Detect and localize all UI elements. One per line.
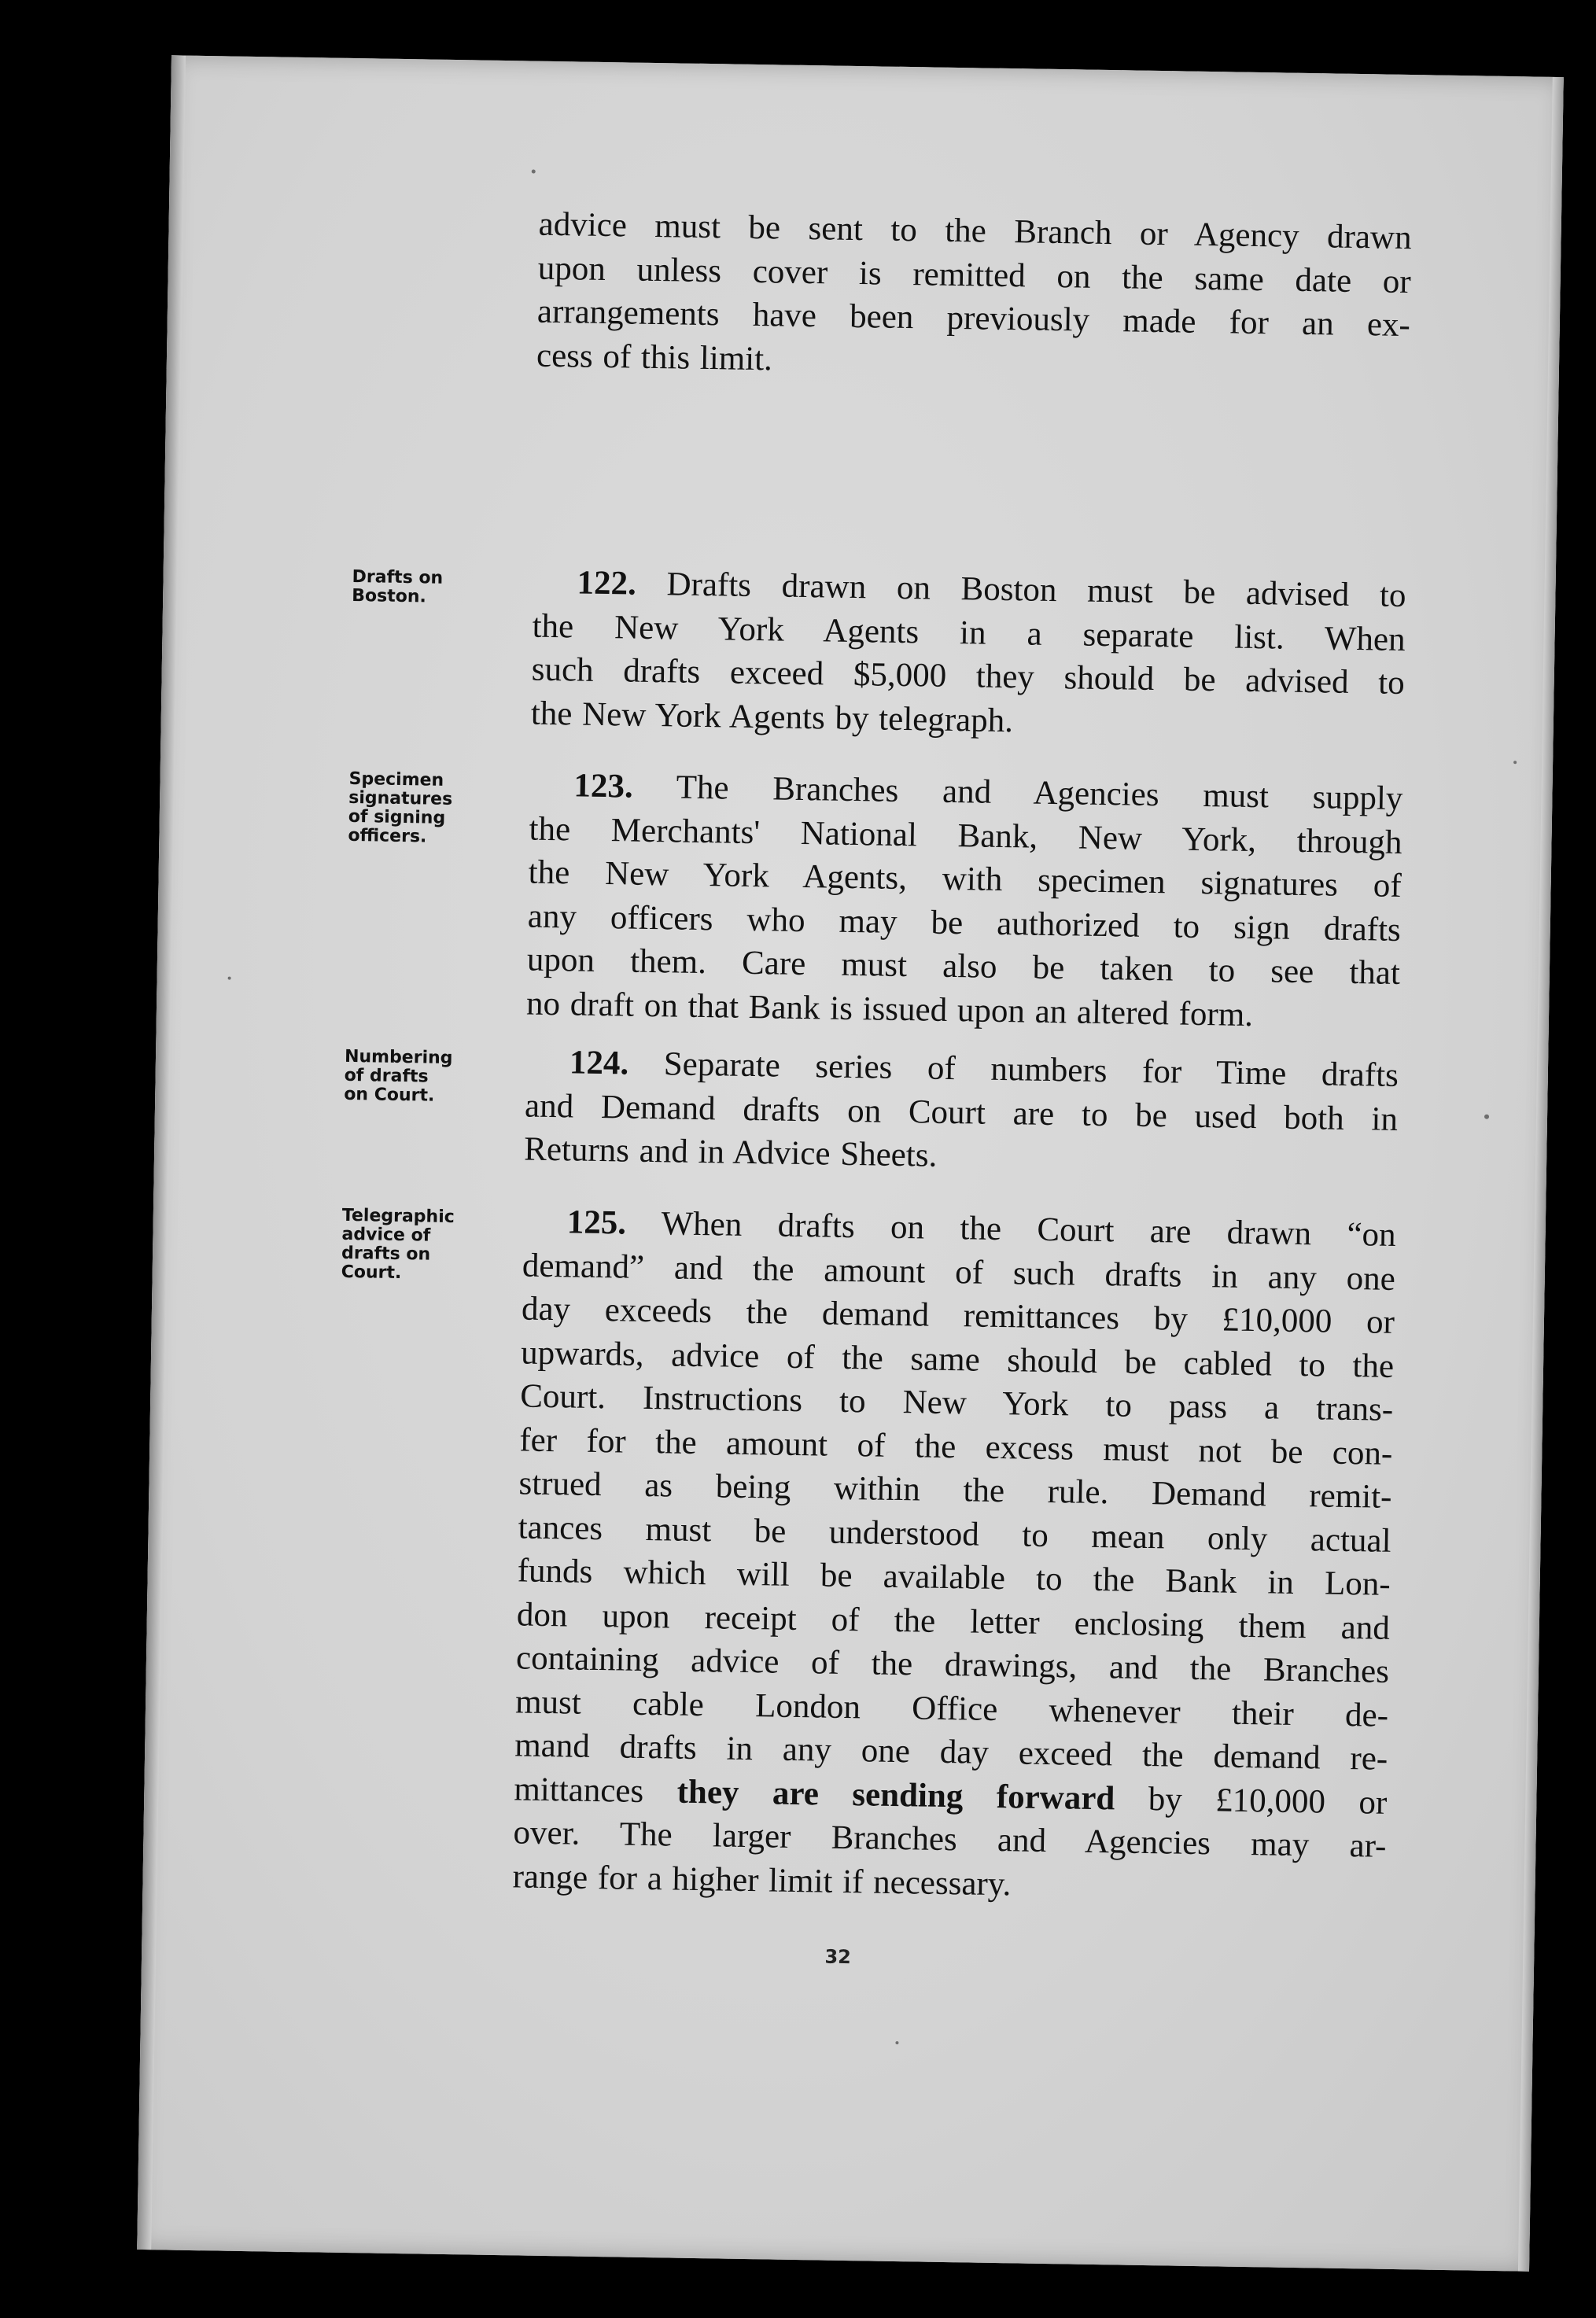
text-line-content: The Branches and Agencies must supply: [676, 768, 1403, 817]
scan-speck: [895, 2041, 898, 2044]
text-line: the New York Agents by telegraph.: [530, 695, 1014, 739]
text-line: Court. Instructions to New York to pass a trans-: [519, 1377, 1394, 1428]
text-line: upwards, advice of the same should be cabled to the: [520, 1333, 1395, 1385]
text-line: demand” and the amount of such drafts in any one: [522, 1246, 1396, 1298]
margin-note-line: of signing: [348, 806, 446, 828]
margin-note-specimen-signatures: [348, 770, 482, 848]
text-line: over. The larger Branches and Agencies may ar-: [513, 1814, 1387, 1865]
text-line: mand drafts in any one day exceed the demand re-: [514, 1727, 1388, 1778]
margin-note-numbering-of-drafts: [344, 1048, 478, 1107]
margin-note-line: Boston.: [352, 585, 427, 607]
text-line: containing advice of the drawings, and the Branches: [515, 1639, 1390, 1690]
text-line: strued as being within the rule. Demand remit-: [518, 1465, 1392, 1516]
text-line: advice must be sent to the Branch or Agency drawn: [538, 205, 1412, 257]
text-line: such drafts exceed $5,000 they should be advised to: [531, 650, 1406, 702]
scan-speck: [228, 977, 231, 980]
text-line: Returns and in Advice Sheets.: [523, 1130, 938, 1174]
scan-speck: [1484, 1115, 1489, 1119]
paragraph-124: [524, 1041, 1399, 1185]
margin-note-line: officers.: [348, 825, 427, 847]
paragraph-125: [512, 1200, 1396, 1911]
margin-note-line: Court.: [341, 1262, 402, 1284]
margin-note-line: Specimen: [348, 768, 444, 790]
paragraph-number: 122.: [577, 564, 637, 603]
margin-note-drafts-on-boston: [352, 568, 486, 608]
margin-note-line: Drafts on: [352, 566, 444, 588]
margin-note-line: of drafts: [344, 1065, 429, 1087]
margin-note-line: on Court.: [344, 1084, 435, 1106]
text-line: any officers who may be authorized to sign drafts: [527, 897, 1402, 949]
text-line: fer for the amount of the excess must not be con-: [519, 1421, 1393, 1472]
scan-speck: [1513, 761, 1517, 764]
text-line-start: mittances: [514, 1770, 678, 1811]
continuation-paragraph: [536, 203, 1412, 391]
margin-note-telegraphic-advice: [341, 1207, 476, 1284]
text-line: range for a higher limit if necessary.: [512, 1857, 1012, 1903]
margin-note-line: Telegraphic: [341, 1205, 455, 1228]
margin-note-line: signatures: [348, 787, 453, 809]
text-line: upon them. Care must also be taken to see that: [526, 941, 1401, 992]
paragraph-123: [526, 764, 1403, 1039]
document-page: [137, 55, 1564, 2271]
page-edge-left: [137, 55, 186, 2250]
text-line-content: Drafts drawn on Boston must be advised to: [666, 566, 1406, 615]
paragraph-number: 125.: [566, 1203, 627, 1242]
text-line: tances must be understood to mean only actual: [518, 1508, 1391, 1560]
text-line: the New York Agents, with specimen signatures of: [528, 853, 1402, 905]
text-line: don upon receipt of the letter enclosing them and: [516, 1595, 1391, 1647]
text-line: day exceeds the demand remittances by £10,000 or: [521, 1290, 1395, 1341]
text-line: cess of this limit.: [536, 337, 773, 378]
paragraph-number: 123.: [573, 767, 634, 805]
scan-speck: [532, 169, 536, 173]
text-line: must cable London Office whenever their de-: [514, 1682, 1389, 1734]
text-line-content: Separate series of numbers for Time drafts: [663, 1045, 1399, 1094]
page-number: 32: [824, 1945, 852, 1969]
text-line: funds which will be available to the Bank in Lon-: [517, 1552, 1391, 1603]
margin-note-line: drafts on: [341, 1243, 431, 1265]
margin-note-line: Numbering: [344, 1046, 453, 1069]
bold-phrase: they are sending forward: [676, 1773, 1115, 1817]
text-line: the Merchants' National Bank, New York, through: [529, 810, 1402, 861]
paragraph-122: [531, 561, 1406, 749]
text-line-end: by £10,000 or: [1114, 1779, 1388, 1822]
text-line: the New York Agents in a separate list. When: [532, 607, 1406, 658]
text-line: upon unless cover is remitted on the same date or: [537, 249, 1412, 300]
text-line: no draft on that Bank is issued upon an altered form.: [525, 985, 1254, 1034]
page-edge-right: [1518, 77, 1564, 2272]
margin-note-line: advice of: [341, 1224, 431, 1246]
paragraph-number: 124.: [569, 1044, 629, 1082]
text-line: and Demand drafts on Court are to be used both in: [524, 1086, 1399, 1138]
text-line: arrangements have been previously made for an ex-: [536, 293, 1411, 345]
text-line-content: When drafts on the Court are drawn “on: [661, 1205, 1397, 1254]
